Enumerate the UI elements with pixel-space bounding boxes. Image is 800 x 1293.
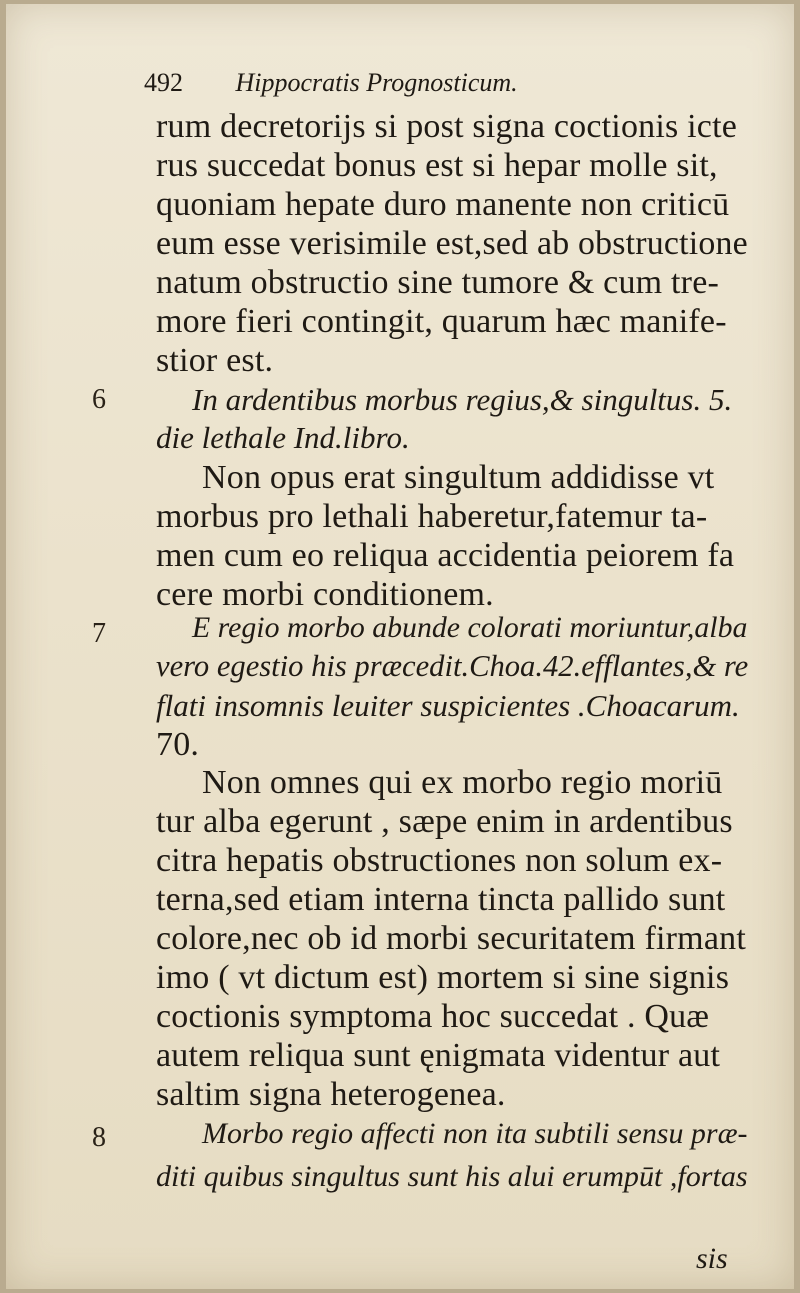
catchword: sis xyxy=(696,1242,728,1275)
text-line: rus succedat bonus est si hepar molle sit, xyxy=(156,147,718,184)
text-line: die lethale Ind.libro. xyxy=(156,420,410,455)
page-number: 492 xyxy=(144,68,183,97)
text-line: In ardentibus morbus regius,& singultus. 5. xyxy=(192,382,733,417)
text-line: flati insomnis leuiter suspicientes .Choacarum. xyxy=(156,688,740,723)
text-line: imo ( vt dictum est) mortem si sine signis xyxy=(156,959,730,996)
text-line: tur alba egerunt , sæpe enim in ardentibus xyxy=(156,803,733,840)
text-line: citra hepatis obstructiones non solum ex- xyxy=(156,842,723,879)
text-line: terna,sed etiam interna tincta pallido sunt xyxy=(156,881,726,918)
text-line: quoniam hepate duro manente non criticū xyxy=(156,186,730,223)
text-line: Non omnes qui ex morbo regio moriū xyxy=(202,764,723,801)
text-line: eum esse verisimile est,sed ab obstructione xyxy=(156,225,748,262)
text-line: natum obstructio sine tumore & cum tre- xyxy=(156,264,720,301)
text-line: Non opus erat singultum addidisse vt xyxy=(202,459,715,496)
text-line: coctionis symptoma hoc succedat . Quæ xyxy=(156,998,710,1035)
text-line: morbus pro lethali haberetur,fatemur ta- xyxy=(156,498,708,535)
text-line: vero egestio his præcedit.Choa.42.efflantes,& re xyxy=(156,649,749,683)
text-line: rum decretorijs si post signa coctionis icte xyxy=(156,108,738,145)
text-line: saltim signa heterogenea. xyxy=(156,1076,506,1113)
text-line: E regio morbo abunde colorati moriuntur,alba xyxy=(192,611,748,644)
text-line: colore,nec ob id morbi securitatem firmant xyxy=(156,920,746,957)
margin-number: 6 xyxy=(92,384,106,415)
text-line: men cum eo reliqua accidentia peiorem fa xyxy=(156,537,735,574)
text-line: Morbo regio affecti non ita subtili sensu præ- xyxy=(202,1117,748,1150)
text-line: autem reliqua sunt ęnigmata videntur aut xyxy=(156,1037,721,1074)
text-line: more fieri contingit, quarum hæc manife- xyxy=(156,303,727,340)
text-line: 70. xyxy=(156,726,200,763)
margin-number: 8 xyxy=(92,1122,106,1153)
running-title: Hippocratis Prognosticum. xyxy=(235,68,518,97)
book-page xyxy=(6,4,794,1289)
text-line: diti quibus singultus sunt his alui erumpūt ,fortas xyxy=(156,1159,748,1193)
text-line: stior est. xyxy=(156,342,274,379)
running-header xyxy=(144,68,518,98)
margin-number: 7 xyxy=(92,618,106,649)
text-line: cere morbi conditionem. xyxy=(156,576,494,613)
